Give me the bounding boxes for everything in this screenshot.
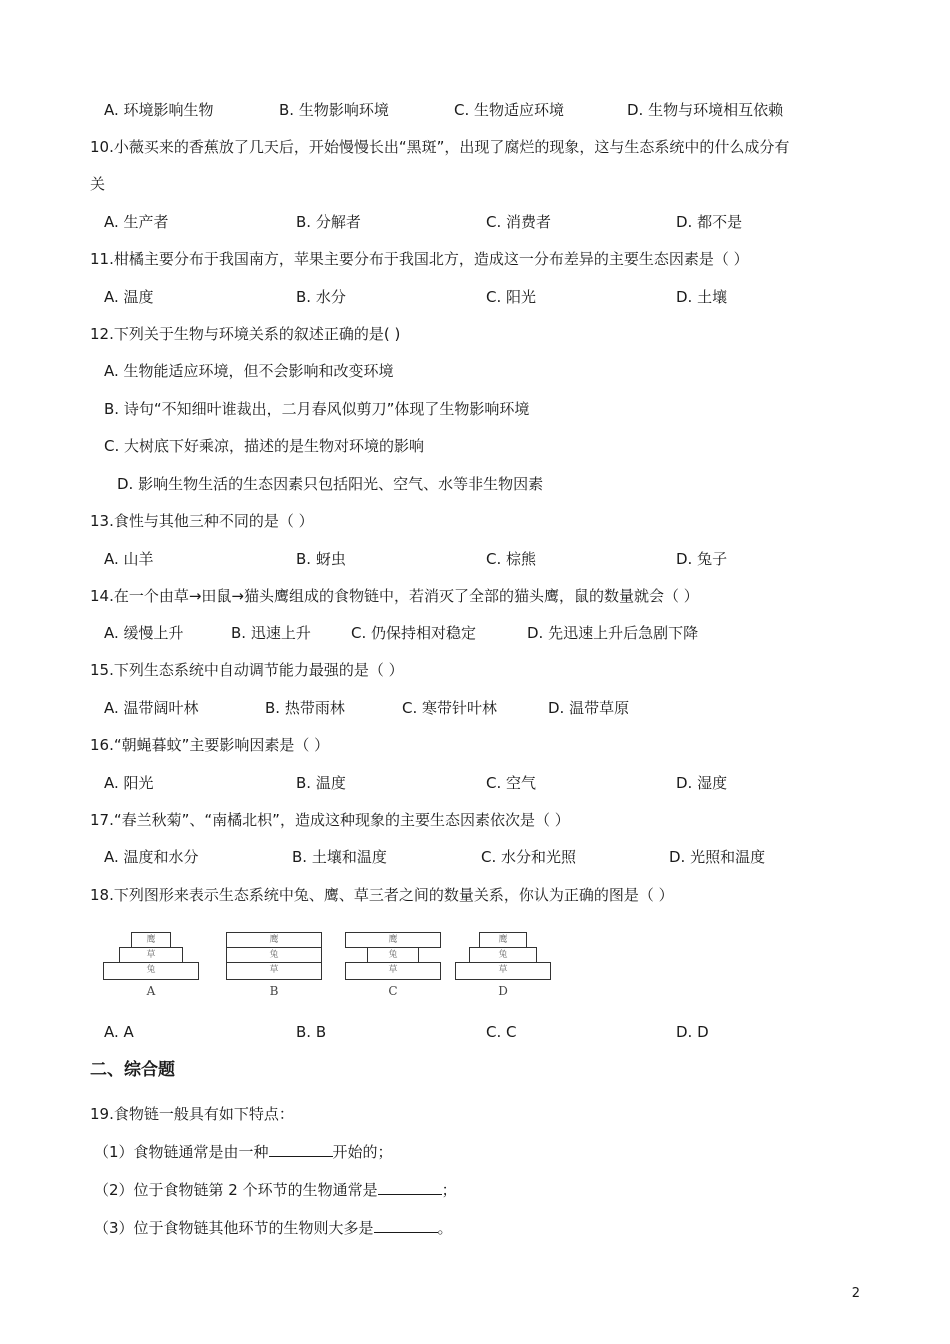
q17-option-c: C. 水分和光照 bbox=[481, 848, 577, 866]
diagram-c-grass-box: 草 bbox=[345, 962, 441, 980]
pyramid-diagram-a bbox=[103, 928, 199, 998]
q19-part-3-text: （3）位于食物链其他环节的生物则大多是 bbox=[94, 1219, 374, 1237]
q10-stem-line1: 10.小薇买来的香蕉放了几天后，开始慢慢长出“黑斑”，出现了腐烂的现象，这与生态系统中的什么成分有 bbox=[90, 138, 790, 156]
q13-stem: 13.食性与其他三种不同的是（ ） bbox=[90, 512, 314, 530]
diagram-a-rabbit-box: 兔 bbox=[103, 962, 199, 980]
q12-option-d: D. 影响生物生活的生态因素只包括阳光、空气、水等非生物因素 bbox=[117, 475, 544, 493]
section-heading: 二、综合题 bbox=[90, 1060, 175, 1080]
q15-stem: 15.下列生态系统中自动调节能力最强的是（ ） bbox=[90, 661, 404, 679]
q19-part-3-suffix: 。 bbox=[437, 1219, 453, 1237]
q15-option-b: B. 热带雨林 bbox=[265, 699, 345, 717]
q15-option-d: D. 温带草原 bbox=[548, 699, 630, 717]
diagram-c-rabbit-box: 兔 bbox=[367, 947, 419, 963]
q10-option-a: A. 生产者 bbox=[104, 213, 169, 231]
q12-stem: 12.下列关于生物与环境关系的叙述正确的是( ) bbox=[90, 325, 401, 343]
q16-option-b: B. 温度 bbox=[296, 774, 346, 792]
q9-option-c: C. 生物适应环境 bbox=[454, 101, 565, 119]
diagram-c-eagle-box: 鹰 bbox=[345, 932, 441, 948]
diagram-c-label: C bbox=[388, 984, 398, 998]
q11-option-c: C. 阳光 bbox=[486, 288, 537, 306]
q10-option-c: C. 消费者 bbox=[486, 213, 552, 231]
q12-option-b: B. 诗句“不知细叶谁裁出，二月春风似剪刀”体现了生物影响环境 bbox=[104, 400, 530, 418]
diagram-b-grass-box: 草 bbox=[226, 962, 322, 980]
diagram-d-eagle-box: 鹰 bbox=[479, 932, 527, 948]
q11-stem: 11.柑橘主要分布于我国南方，苹果主要分布于我国北方，造成这一分布差异的主要生态因素是（ ） bbox=[90, 250, 749, 268]
diagram-a-grass-box: 草 bbox=[119, 947, 183, 963]
q18-option-d: D. D bbox=[676, 1023, 709, 1041]
q9-option-b: B. 生物影响环境 bbox=[279, 101, 389, 119]
diagram-d-rabbit-box: 兔 bbox=[469, 947, 537, 963]
q18-option-b: B. B bbox=[296, 1023, 327, 1041]
q14-stem: 14.在一个由草→田鼠→猫头鹰组成的食物链中，若消灭了全部的猫头鹰，鼠的数量就会（ ） bbox=[90, 587, 699, 605]
q19-part-1-text: （1）食物链通常是由一种 bbox=[94, 1143, 269, 1161]
q11-option-b: B. 水分 bbox=[296, 288, 346, 306]
q17-option-b: B. 土壤和温度 bbox=[292, 848, 387, 866]
q16-option-d: D. 湿度 bbox=[676, 774, 728, 792]
q18-stem: 18.下列图形来表示生态系统中兔、鹰、草三者之间的数量关系，你认为正确的图是（ ） bbox=[90, 886, 674, 904]
pyramid-diagram-d bbox=[455, 928, 551, 998]
diagram-a-label: A bbox=[146, 984, 156, 998]
q14-option-c: C. 仍保持相对稳定 bbox=[351, 624, 477, 642]
q12-option-a: A. 生物能适应环境，但不会影响和改变环境 bbox=[104, 362, 394, 380]
q15-option-c: C. 寒带针叶林 bbox=[402, 699, 498, 717]
q19-blank-3[interactable] bbox=[374, 1218, 438, 1233]
q13-option-c: C. 棕熊 bbox=[486, 550, 537, 568]
q16-option-a: A. 阳光 bbox=[104, 774, 154, 792]
q17-stem: 17.“春兰秋菊”、“南橘北枳”，造成这种现象的主要生态因素依次是（ ） bbox=[90, 811, 570, 829]
q19-part-2-suffix: ； bbox=[441, 1181, 457, 1199]
q9-option-a: A. 环境影响生物 bbox=[104, 101, 214, 119]
q12-option-c: C. 大树底下好乘凉，描述的是生物对环境的影响 bbox=[104, 437, 425, 455]
diagram-d-label: D bbox=[498, 984, 508, 998]
q10-option-d: D. 都不是 bbox=[676, 213, 743, 231]
q18-option-c: C. C bbox=[486, 1023, 517, 1041]
diagram-b-rabbit-box: 兔 bbox=[226, 947, 322, 963]
q19-part-1-suffix: 开始的； bbox=[332, 1143, 393, 1161]
page-number: 2 bbox=[851, 1286, 860, 1301]
diagram-d-grass-box: 草 bbox=[455, 962, 551, 980]
q17-option-a: A. 温度和水分 bbox=[104, 848, 199, 866]
q19-blank-1[interactable] bbox=[269, 1142, 333, 1157]
diagram-b-eagle-box: 鹰 bbox=[226, 932, 322, 948]
pyramid-diagram-b bbox=[226, 928, 322, 998]
q14-option-b: B. 迅速上升 bbox=[231, 624, 311, 642]
q14-option-a: A. 缓慢上升 bbox=[104, 624, 184, 642]
q13-option-b: B. 蚜虫 bbox=[296, 550, 346, 568]
diagram-a-eagle-box: 鹰 bbox=[131, 932, 171, 948]
q18-option-a: A. A bbox=[104, 1023, 134, 1041]
q9-option-d: D. 生物与环境相互依赖 bbox=[627, 101, 784, 119]
q17-option-d: D. 光照和温度 bbox=[669, 848, 766, 866]
q19-part-2 bbox=[94, 1180, 457, 1200]
q11-option-a: A. 温度 bbox=[104, 288, 154, 306]
q14-option-d: D. 先迅速上升后急剧下降 bbox=[527, 624, 699, 642]
q10-option-b: B. 分解者 bbox=[296, 213, 361, 231]
q19-part-1 bbox=[94, 1142, 393, 1162]
diagram-b-label: B bbox=[269, 984, 279, 998]
q16-stem: 16.“朝蝇暮蚊”主要影响因素是（ ） bbox=[90, 736, 330, 754]
pyramid-diagram-c bbox=[345, 928, 441, 998]
q19-part-2-text: （2）位于食物链第 2 个环节的生物通常是 bbox=[94, 1181, 378, 1199]
q19-blank-2[interactable] bbox=[378, 1180, 442, 1195]
q19-stem: 19.食物链一般具有如下特点： bbox=[90, 1105, 294, 1123]
q13-option-a: A. 山羊 bbox=[104, 550, 154, 568]
q11-option-d: D. 土壤 bbox=[676, 288, 728, 306]
q13-option-d: D. 兔子 bbox=[676, 550, 728, 568]
q10-stem-line2: 关 bbox=[90, 175, 106, 193]
q15-option-a: A. 温带阔叶林 bbox=[104, 699, 199, 717]
q16-option-c: C. 空气 bbox=[486, 774, 537, 792]
q19-part-3 bbox=[94, 1218, 453, 1238]
